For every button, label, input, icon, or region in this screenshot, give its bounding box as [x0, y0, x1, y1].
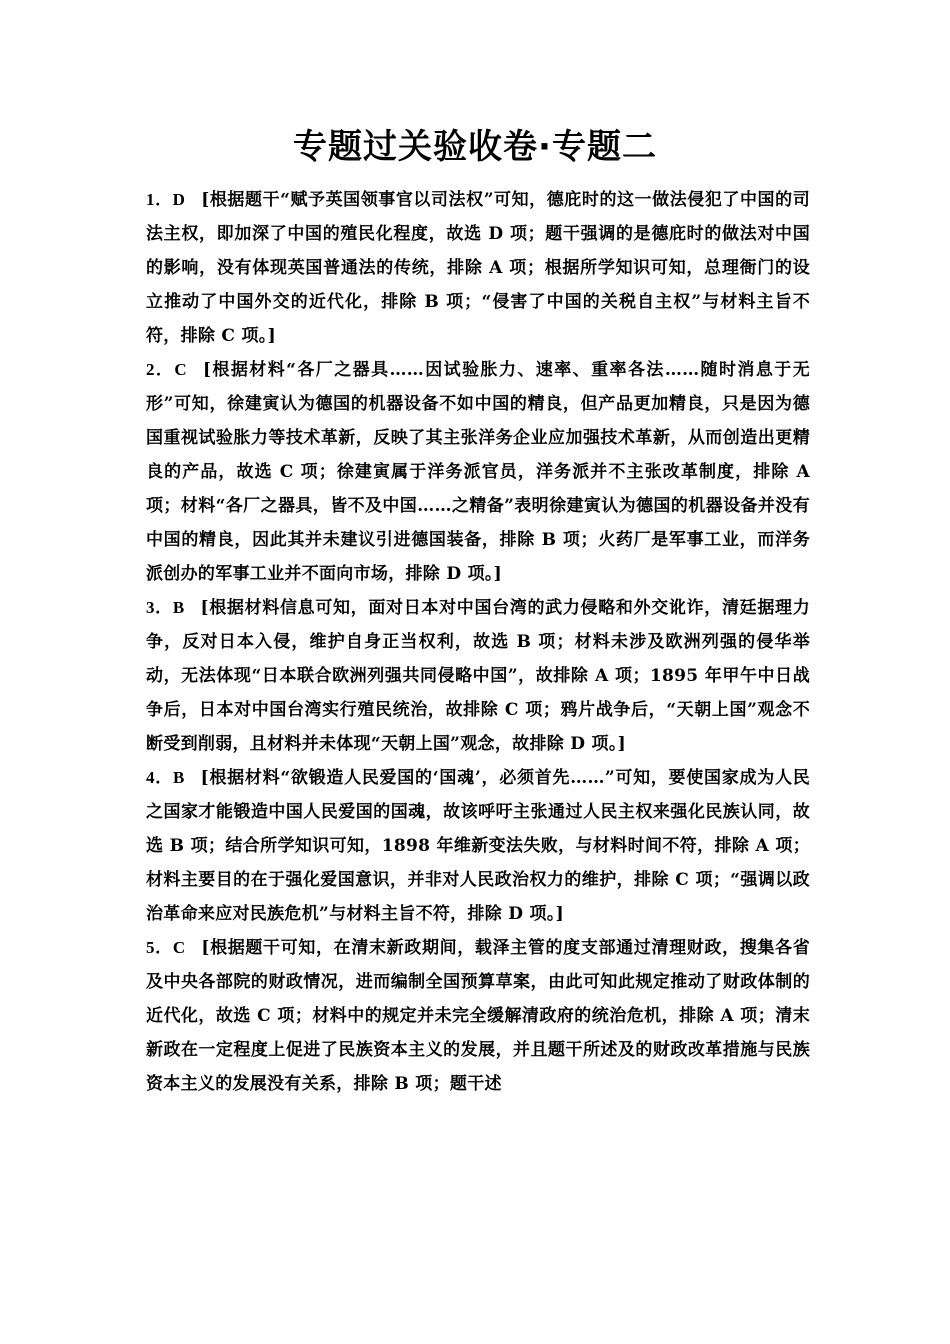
answer-choice: C	[174, 360, 187, 379]
answer-choice: B	[172, 598, 185, 617]
answer-item-3	[146, 591, 810, 761]
answer-number: 1．	[146, 190, 173, 209]
answer-number: 2．	[146, 360, 175, 379]
answer-explanation: [根据题干可知，在清末新政期间，载泽主管的度支部通过清理财政，搜集各省及中央各部院的财政情况，进而编制全国预算草案，由此可知此规定推动了财政体制的近代化，故选 C 项；材料中的规定并未完全缓解清政府的统治危机，排除 A 项；清末新政在一定程度上促进了民族资本主义的发展，并且题干所述及的财政改革措施与民族资本主义的发展没有关系，排除 B 项；题干述	[146, 938, 810, 1094]
answer-item-4	[146, 761, 810, 931]
answer-item-1	[146, 183, 810, 353]
answer-item-5	[146, 931, 810, 1101]
answer-number: 4．	[146, 768, 173, 787]
answer-explanation: [根据材料“欲锻造人民爱国的‘国魂’，必须首先……”可知，要使国家成为人民之国家才能锻造中国人民爱国的国魂，故该呼吁主张通过人民主权来强化民族认同，故选 B 项；结合所学知识可知，1898 年维新变法失败，与材料时间不符，排除 A 项；材料主要目的在于强化爱国意识，并非对人民政治权力的维护，排除 C 项；“强调以政治革命来应对民族危机”与材料主旨不符，排除 D 项。]	[146, 768, 810, 924]
answer-choice: C	[172, 938, 186, 957]
answer-explanation: [根据材料信息可知，面对日本对中国台湾的武力侵略和外交讹诈，清廷据理力争，反对日本入侵，维护自身正当权利，故选 B 项；材料未涉及欧洲列强的侵华举动，无法体现“日本联合欧洲列强共同侵略中国”，故排除 A 项；1895 年甲午中日战争后，日本对中国台湾实行殖民统治，故排除 C 项；鸦片战争后，“天朝上国”观念不断受到削弱，且材料并未体现“天朝上国”观念，故排除 D 项。]	[146, 598, 810, 754]
answer-choice: B	[172, 768, 185, 787]
answer-number: 3．	[146, 598, 173, 617]
answer-list	[146, 183, 810, 1101]
answer-item-2	[146, 353, 810, 591]
answer-explanation: [根据题干“赋予英国领事官以司法权”可知，德庇时的这一做法侵犯了中国的司法主权，即加深了中国的殖民化程度，故选 D 项；题干强调的是德庇时的做法对中国的影响，没有体现英国普通法的传统，排除 A 项；根据所学知识可知，总理衙门的设立推动了中国外交的近代化，排除 B 项；“侵害了中国的关税自主权”与材料主旨不符，排除 C 项。]	[146, 190, 810, 346]
answer-number: 5．	[146, 938, 173, 957]
answer-choice: D	[172, 190, 186, 209]
answer-explanation: [根据材料“各厂之器具……因试验胀力、速率、重率各法……随时消息于无形”可知，徐建寅认为德国的机器设备不如中国的精良，但产品更加精良，只是因为德国重视试验胀力等技术革新，反映了其主张洋务企业应加强技术革新，从而创造出更精良的产品，故选 C 项；徐建寅属于洋务派官员，洋务派并不主张改革制度，排除 A 项；材料“各厂之器具，皆不及中国……之精备”表明徐建寅认为德国的机器设备并没有中国的精良，因此其并未建议引进德国装备，排除 B 项；火药厂是军事工业，而洋务派创办的军事工业并不面向市场，排除 D 项。]	[146, 360, 810, 584]
page-title: 专题过关验收卷·专题二	[293, 127, 657, 167]
